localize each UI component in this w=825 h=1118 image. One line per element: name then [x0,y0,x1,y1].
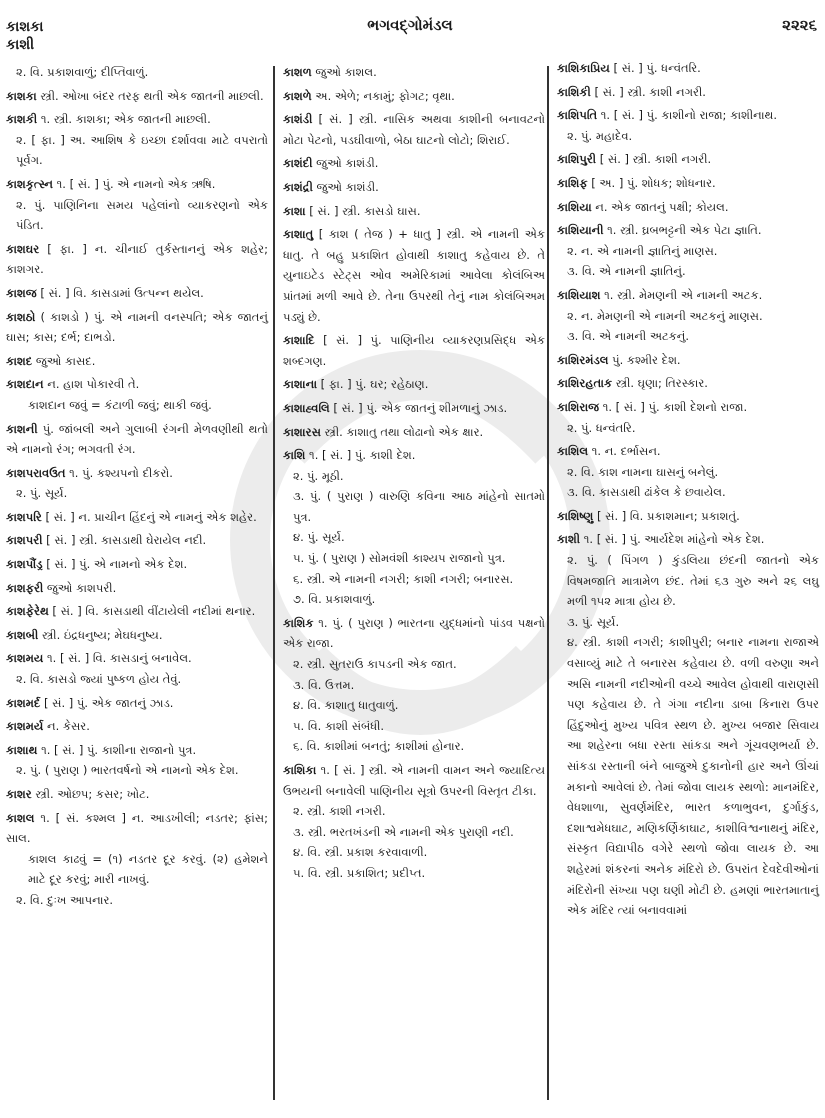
dictionary-entry [6,625,268,646]
dictionary-entry [557,105,819,146]
dictionary-entry [557,82,819,103]
entry-headword: કાશમર્ય [6,719,44,734]
entry-headword: કાશફેરેથ [6,604,49,619]
entry-headword: કાશિકી [557,84,591,99]
entry-headword: કાશપરી [6,533,43,548]
dictionary-entry [283,330,545,371]
entry-headword: કાશદ [6,353,33,368]
entry-headword: કાશિફ [557,175,588,190]
entry-definition: ૧. [ સં. ] પું. કાશી દેશ. [305,448,416,463]
dictionary-entry [557,373,819,394]
entry-sense: ૨. સ્ત્રી. સુતરાઉ કાપડની એક જાત. [293,657,457,672]
entry-definition: જુઓ કાસદ. [32,353,96,368]
entry-sense: ૨. પું. પાણિનિના સમય પહેલાંનો વ્યાકરણનો એક પંડિત. [16,197,268,233]
entry-headword: કાશઠો [6,309,36,324]
column-right [557,58,819,1106]
entry-sense: ૨. ન. એ નામની જ્ઞાતિનું માણસ. [567,243,718,258]
entry-definition: [ સં. ] પું. એક જાતનું ઝાડ. [40,695,174,710]
entry-headword: કાશિક [283,615,314,630]
entry-headword: કાશિ [283,448,306,463]
entry-idiom: કાશલ કાઢવું = (૧) નડતર દૂર કરવું. (૨) હમેશને માટે દૂર કરવું; મારી નાખવું. [28,851,268,887]
dictionary-entry [6,62,268,83]
entry-sense: ૨. પું. ( પુરાણ ) ભારતવર્ષનો એ નામનો એક દેશ. [16,763,239,778]
entry-headword: કાશદાન [6,377,44,392]
entry-sense: ૬. વિ. કાશીમાં બનતું; કાશીમાં હોનાર. [293,739,465,754]
dictionary-entry [557,529,819,920]
entry-headword: કાશમય [6,651,44,666]
dictionary-entry [557,149,819,170]
dictionary-entry [6,808,268,911]
dictionary-entry [6,283,268,304]
entry-headword: કાશમર્દ [6,695,41,710]
entry-headword: કાશંદ્રી [283,179,313,194]
entry-definition: ન. એક જાતનું પક્ષી; કોયલ. [591,199,729,214]
entry-headword: કાશપરિ [6,509,42,524]
entry-headword: કાશા [283,203,306,218]
entry-definition: ૧. [ સં. ] પું. કાશીનો રાજા; કાશીનાથ. [597,108,778,123]
entry-definition: સ્ત્રી. ઓછપ; કસર; ખોટ. [31,787,150,801]
entry-sense: ૩. પું. સૂર્ય. [567,614,620,629]
entry-definition: અ. એળે; નકામું; ફોગટ; વૃથા. [311,88,455,103]
entry-headword: કાશિપતિ [557,108,598,123]
entry-definition: [ સં. ] વિ. કાસડાથી વીંટાયેલી નદીમાં થનાર. [48,604,256,619]
dictionary-entry [6,693,268,714]
entry-headword: કાશંદી [283,156,313,171]
dictionary-entry [6,507,268,528]
entry-definition: ૧. [ સં. ] સ્ત્રી. એ નામની વામન અને જ્યાદિત્ય ઉભયની બનાવેલી પાણિનીય સૂત્રો ઉપરની વિસ્તૃત ટીકા. [283,763,545,798]
entry-sense: ૩. સ્ત્રી. ભરતખંડની એ નામની એક પુરાણી નદી. [293,824,514,839]
entry-headword: કાશિપુરી [557,152,597,167]
entry-sense: ૪. પું. સૂર્ય. [293,530,345,545]
entry-definition: ન. હાશ પોકારવી તે. [43,377,140,392]
entry-headword: કાશિકા [283,763,317,777]
dictionary-entry [6,554,268,575]
entry-definition: જુઓ કાશંડી. [312,156,379,171]
entry-definition: ૧. [ સં. ] પું. એ નામનો એક ઋષિ. [53,176,216,191]
entry-sense: ૩. વિ. એ નામની અટકનું. [567,329,690,344]
book-title: ભગવદ્ગોમંડલ [367,16,453,34]
entry-headword: કાશિરાજ [557,399,600,414]
dictionary-entry [6,648,268,689]
entry-headword: કાશબી [6,627,39,642]
dictionary-entry [283,62,545,83]
entry-sense: ૨. ન. મેમણની એ નામની અટકનું માણસ. [567,308,763,323]
dictionary-entry [557,350,819,371]
dictionary-entry [283,153,545,174]
entry-sense: ૨. પું. મહાદેવ. [567,128,633,143]
entry-definition: [ કાશ ( તેજ ) + ધાતુ ] સ્ત્રી. એ નામની એક ધાતુ. તે બહુ પ્રકાશિત હોવાથી કાશાતુ કહેવાય છે. તે યુનાઇટેડ સ્ટેટ્સ ઓવ અમેરિકામાં આવેલા કોલંબિઅ પ્રાંતમાં મળી આવે છે. તેના ઉપરથી તેનું નામ કોલંબિઅમ પડ્યું છે. [283,227,545,324]
entry-definition: [ ફા. ] પું. ઘર; રહેઠાણ. [317,377,429,392]
entry-definition: [ ફા. ] ન. ચીનાઈ તુર્કસ્તાનનું એક શહેર; કાશગર. [6,241,268,277]
entry-headword: કાશની [6,421,38,436]
entry-headword: કાશિકાપ્રિય [557,61,610,75]
dictionary-entry [557,506,819,527]
entry-definition: [ સં. ] પું. એક જાતનું શીમળાનું ઝાડ. [329,400,508,415]
entry-definition: પું. જાંબલી અને ગુલાબી રંગની મેળવણીથી થતો એ નામનો રંગ; ભગવતી રંગ. [6,421,268,457]
entry-sense: ૬. સ્ત્રી. એ નામની નગરી; કાશી નગરી; બનારસ. [293,571,514,586]
entry-headword: કાશાહ્વલિ [283,400,330,415]
entry-definition: ૧. [ સં. ] વિ. કાસડાનું બનાવેલ. [43,651,192,666]
dictionary-entry [6,239,268,280]
dictionary-entry [6,351,268,372]
entry-definition: ( કાશડો ) પું. એ નામની વનસ્પતિ; એક જાતનું ઘાસ; કાસ; દર્ભ; દાભડો. [6,309,268,345]
entry-definition: જુઓ કાશપરી. [43,580,117,595]
guide-words [6,18,43,54]
entry-definition: ૧. પું. કશ્યપનો દીકરો. [65,465,173,480]
entry-definition: ૧. પું. ( પુરાણ ) ભારતના યુદ્ધમાંનો પાંડવ પક્ષનો એક રાજા. [283,615,545,651]
entry-headword: કાશકા [6,88,37,103]
entry-definition: [ સં. ] સ્ત્રી. કાસડો ઘાસ. [305,203,421,218]
entry-headword: કાશારસ [283,424,321,439]
dictionary-entry [6,109,268,171]
entry-headword: કાશિરમંડલ [557,352,609,367]
entry-sense: ૩. વિ. એ નામની જ્ઞાતિનું. [567,264,686,279]
entry-sense: ૪. વિ. સ્ત્રી. પ્રકાશ કરવાવાળી. [293,845,428,860]
entry-headword: કાશપૌંડ્ર [6,557,43,572]
page-number: ૨૨૨૬ [782,16,817,34]
dictionary-entry [283,86,545,107]
dictionary-entry [6,174,268,236]
entry-definition: [ સં. ] વિ. કાસડામાં ઉત્પન્ન થયેલ. [36,285,204,300]
entry-headword: કાશકી [6,112,38,127]
entry-headword: કાશંડી [283,112,313,127]
entry-headword: કાશઘર [6,241,40,256]
entry-headword: કાશિયાની [557,223,604,238]
dictionary-entry [283,109,545,150]
entry-headword: કાશલ [6,810,35,825]
entry-sense: ૨. [ ફા. ] અ. આશિષ કે ઇચ્છા દર્શાવવા માટે વપરાતો પૂર્વગ. [16,132,268,168]
entry-headword: કાશિયાશ [557,287,601,302]
dictionary-entry [283,760,545,884]
entry-headword: કાશાદિ [283,333,315,348]
entry-definition: [ સં. ] સ્ત્રી. કાશી નગરી. [596,152,712,167]
page-header [0,0,825,53]
entry-definition: [ સં. ] સ્ત્રી. કાશી નગરી. [590,84,706,99]
entry-idiom: કાશદાન જવું = કંટાળી જવું; થાકી જવું. [28,397,212,412]
dictionary-entry [557,285,819,347]
entry-headword: કાશર [6,787,32,801]
entry-definition: ન. કેસર. [43,719,90,734]
entry-definition: ૧. [ સં. ] પું. કાશી દેશનો રાજા. [599,399,748,414]
entry-definition: [ સં. ] સ્ત્રી. નાસિક અથવા કાશીની બનાવટનો મોટા પેટનો, પડઘીવાળો, બેઠા ઘાટનો લોટો; શિરાઈ. [283,112,545,147]
dictionary-entry [557,220,819,282]
entry-definition: [ સં. ] પું. પાણિનીય વ્યાકરણપ્રસિદ્ધ એક શબ્દગણ. [283,333,545,368]
dictionary-entry [6,601,268,622]
entry-sense: ૨. પું. સૂર્ય. [16,486,68,501]
entry-definition: સ્ત્રી. કાશાતુ તથા લોઢાનો એક ક્ષાર. [320,424,484,439]
entry-definition: [ સં. ] સ્ત્રી. કાસડાથી ઘેરાયેલ નદી. [42,533,207,548]
entry-headword: કાશિયા [557,199,592,214]
dictionary-entry [557,173,819,194]
entry-headword: કાશાથ [6,742,38,757]
dictionary-entry [283,613,545,757]
entry-sense: ૪. સ્ત્રી. કાશી નગરી; કાશીપુરી; બનાર નામના રાજાએ વસાવ્યું માટે તે બનારસ કહેવાય છે. વળી વરુણા અને અસિ નામની નદીઓની વચ્ચે આવેલ હોવાથી વારાણસી પણ કહેવાય છે. તે ગંગા નદીના ડાબા કિનારા ઉપર હિંદુઓનું મુખ્ય પવિત્ર સ્થળ છે. મુખ્ય બજાર સિવાય આ શહેરના બધા રસ્તા સાંકડા અને ગૂંચવણભર્યા છે. સાંકડા રસ્તાની બંને બાજુએ દુકાનોની હાર અને ઊંચાં મકાનો આવેલાં છે. તેમાં જોવા લાયક સ્થળો: માનમંદિર, વેધશાળા, સુવર્ણમંદિર, ભારત કળાભુવન, દુર્ગાકુંડ, દશાશ્વમેધઘાટ, મણિકર્ણિકાઘાટ, કાશીવિશ્વનાથનું મંદિર, સંસ્કૃત વિદ્યાપીઠ વગેરે સ્થળો જોવા લાયક છે. આ શહેરમાં શંકરનાં અનેક મંદિરો છે. ઉપરાંત દેવદેવીઓનાં મંદિરોની સંખ્યા પણ ઘણી મોટી છે. હમણાં ભારતમાતાનું એક મંદિર ત્યાં બનાવવામાં [567,635,819,918]
dictionary-entry [283,422,545,443]
entry-sense: ૨. સ્ત્રી. કાશી નગરી. [293,804,386,819]
dictionary-entry [6,716,268,737]
entry-sense: ૫. વિ. સ્ત્રી. પ્રકાશિત; પ્રદીપ્ત. [293,865,426,880]
entry-sense: ૨. પું. ધન્વંતરિ. [567,420,636,435]
entry-definition: [ સં. ] ન. પ્રાચીન હિંદનું એ નામનું એક શહેર. [41,509,257,524]
dictionary-entry [557,197,819,218]
entry-headword: કાશજ [6,285,37,300]
entry-definition: ૧. સ્ત્રી. ઘ્રબભટ્ટની એક પેટા જ્ઞાતિ. [603,223,762,238]
entry-headword: કાશાના [283,377,318,392]
entry-headword: કાશી [557,532,581,547]
guide-word-first: કાશકા [6,19,44,35]
entry-sense: ૨. પું. મૂઠી. [293,468,344,483]
entry-definition: જુઓ કાશંડી. [312,179,379,194]
dictionary-entry [283,445,545,610]
dictionary-entry [557,397,819,438]
entry-definition: સ્ત્રી. ઇંદ્રધનુષ્ય; મેઘધનુષ્ય. [38,627,163,642]
entry-sense: ૨. વિ. કાશ નામના ઘાસનું બનેલું. [567,464,719,479]
entry-headword: કાશકૃત્સ્ન [6,176,53,191]
entry-headword: કાશળ [283,65,312,79]
entry-headword: કાશળે [283,88,312,103]
column-divider [273,66,275,1100]
column-middle [283,62,545,1106]
entry-sense: ૩. પું. ( પુરાણ ) વારુણિ કવિના આઠ માંહેનો સાતમો પુત્ર. [293,489,545,524]
dictionary-entry [6,463,268,504]
entry-definition: [ સં. ] પું. ધન્વંતરિ. [609,61,701,75]
dictionary-entry [6,530,268,551]
entry-headword: કાશપરાવઉત [6,465,66,480]
entry-headword: કાશફરી [6,580,44,595]
entry-definition: સ્ત્રી. ઓખા બંદર તરફ થતી એક જાતની માછલી. [36,88,264,103]
dictionary-entry [283,224,545,327]
entry-headword: કાશાતુ [283,227,314,242]
dictionary-entry [6,307,268,348]
entry-sense: ૪. વિ. કાશાતુ ધાતુવાળું. [293,698,399,713]
entry-sense: ૫. વિ. કાશી સંબંધી. [293,718,385,733]
entry-sense: ૨. વિ. કાસડો જ્યાં પુષ્કળ હોય તેવું. [16,672,182,687]
dictionary-entry [283,201,545,222]
dictionary-entry [283,398,545,419]
entry-definition: [ સં. ] પું. એ નામનો એક દેશ. [42,557,188,572]
dictionary-entry [6,419,268,460]
entry-definition: ૧. [ સં. ] પું. આર્યદેશ માંહેનો એક દેશ. [580,532,765,547]
entry-definition: [ સં. ] વિ. પ્રકાશમાન; પ્રકાશતું. [593,508,740,523]
column-left [6,62,268,1106]
entry-definition: ૧. સ્ત્રી. કાશકા; એક જાતની માછલી. [37,112,211,127]
entry-definition: ૧. સ્ત્રી. મેમણની એ નામની અટક. [600,287,763,302]
entry-definition: સ્ત્રી. ઘૃણા; તિરસ્કાર. [612,376,708,391]
entry-definition: ૧. [ સં. કશ્મલ ] ન. આડખીલી; નડતર; ફાંસ; સાલ. [6,810,268,846]
entry-sense: ૩. વિ. ઉત્તમ. [293,677,355,692]
entry-headword: કાશિષ્ણુ [557,508,594,523]
dictionary-entry [557,58,819,79]
entry-definition: ૧. ન. દર્ભાસન. [588,444,661,459]
entry-sense: ૨. વિ. દુઃખ આપનાર. [16,892,114,907]
guide-word-last: કાશી [6,37,35,53]
dictionary-entry [6,784,268,805]
entry-definition: [ અ. ] પું. શોધક; શોધનાર. [587,175,716,190]
entry-definition: પું. કશ્મીર દેશ. [608,352,681,367]
dictionary-entry [283,374,545,395]
entry-sense: ૨. પું. ( પિંગળ ) કુંડલિયા છંદની જાતનો એક વિષમજાતિ માત્રામેળ છંદ. તેમાં ૬૩ ગુરુ અને ૨૬ લઘુ મળી ૧૫૨ માત્રા હોય છે. [567,553,819,609]
dictionary-entry [6,578,268,599]
entry-definition: ૧. [ સં. ] પું. કાશીના રાજાનો પુત્ર. [37,742,197,757]
dictionary-entry [6,740,268,781]
dictionary-entry [6,374,268,415]
dictionary-entry [557,441,819,503]
column-divider [547,66,549,1100]
dictionary-entry [6,86,268,107]
dictionary-entry [283,177,545,198]
entry-definition: જુઓ કાશલ. [311,65,377,79]
entry-definition: ૨. વિ. પ્રકાશવાળું; દીપ્તિવાળું. [16,65,149,79]
entry-sense: ૫. પું. ( પુરાણ ) સોમવંશી કાશ્યપ રાજાનો પુત્ર. [293,551,506,566]
entry-headword: કાશિરહતાક [557,376,613,391]
entry-sense: ૩. વિ. કાસડાથી ઢાંકેલ કે છવાયેલ. [567,485,726,500]
entry-headword: કાશિલ [557,444,589,459]
entry-sense: ૭. વિ. પ્રકાશવાળું. [293,592,376,607]
